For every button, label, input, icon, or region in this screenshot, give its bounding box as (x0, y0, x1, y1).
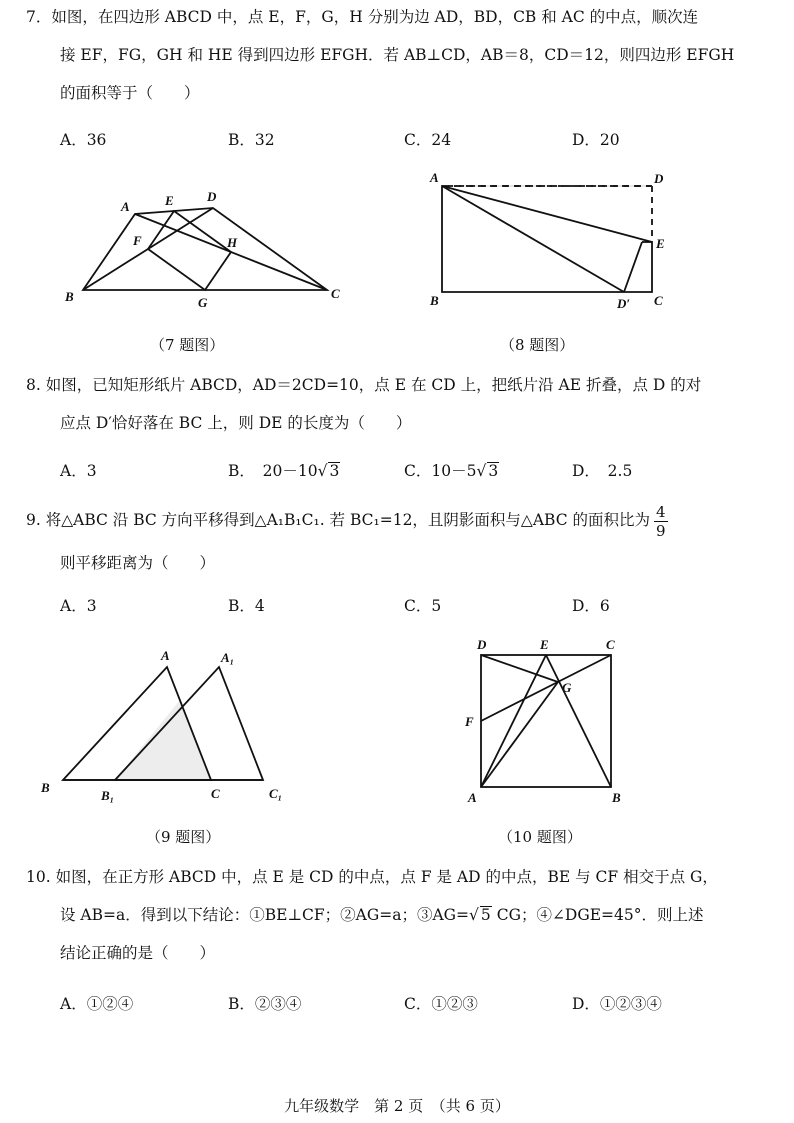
fig7-label-a: A (121, 199, 130, 214)
fig7-caption: （7 题图） (150, 336, 225, 354)
fig7-quad-efgh (148, 211, 231, 290)
question-10 (26, 858, 760, 972)
q9-line2: 则平移距离为（ ） (60, 554, 216, 572)
q8-line2: 应点 D′恰好落在 BC 上，则 DE 的长度为（ ） (60, 414, 412, 432)
q10-option-c[interactable]: C．①②③ (404, 995, 478, 1013)
fig7-label-c: C (331, 286, 340, 301)
page-footer: 九年级数学 第 2 页 （共 6 页） (284, 1097, 510, 1115)
fig8-label-b: B (430, 293, 439, 308)
fig9-label-a1: A₁ (221, 650, 235, 665)
fig9-caption: （9 题图） (146, 828, 221, 846)
fig10-line-be (546, 655, 611, 787)
figure-10 (460, 632, 640, 807)
q10-option-b[interactable]: B．②③④ (228, 995, 302, 1013)
fig10-label-g: G (562, 680, 572, 695)
fig10-square-abcd (481, 655, 611, 787)
q7-option-d[interactable]: D．20 (572, 131, 620, 149)
fig8-label-c: C (654, 293, 663, 308)
q9-option-b[interactable]: B．4 (228, 597, 265, 615)
q7-line3: 的面积等于（ ） (60, 84, 200, 102)
q8-option-a[interactable]: A．3 (60, 462, 97, 480)
fig8-line-dprime-e (624, 242, 642, 292)
fig7-label-b: B (65, 289, 74, 304)
fig10-line-cf (481, 655, 611, 721)
q8-option-b[interactable]: B． 20－10√ 3 (228, 462, 340, 480)
figure-8 (420, 168, 680, 313)
fig10-label-a: A (468, 790, 477, 805)
fig8-line-ad-prime (442, 186, 624, 292)
fig10-caption: （10 题图） (498, 828, 582, 846)
q8-option-c[interactable]: C．10－5√ 3 (404, 462, 499, 480)
fig7-label-g: G (198, 295, 208, 310)
fig8-label-d-prime: D′ (617, 296, 631, 311)
fig7-quad-abcd (83, 208, 327, 290)
q10-option-a[interactable]: A．①②④ (60, 995, 134, 1013)
q8-line1: 8. 如图，已知矩形纸片 ABCD，AD＝2CD=10，点 E 在 CD 上，把纸片沿 AE 折叠，点 D 的对 (26, 376, 702, 394)
q7-option-c[interactable]: C．24 (404, 131, 452, 149)
fig10-label-c: C (606, 637, 615, 652)
fig7-label-h: H (227, 235, 238, 250)
figure-9 (35, 642, 315, 807)
fig9-label-b1: B₁ (101, 788, 115, 803)
fig9-label-a: A (161, 648, 170, 663)
fig7-label-d: D (207, 189, 217, 204)
fig9-shaded-region (115, 700, 211, 780)
question-9 (26, 498, 760, 582)
fig8-label-d: D (654, 171, 664, 186)
fig8-fold-ae (442, 186, 652, 242)
fig10-label-e: E (540, 637, 549, 652)
q9-option-c[interactable]: C．5 (404, 597, 442, 615)
fig9-label-b: B (41, 780, 50, 795)
q7-option-b[interactable]: B．32 (228, 131, 275, 149)
fig9-label-c1: C₁ (269, 786, 283, 801)
q10-line1: 10. 如图，在正方形 ABCD 中，点 E 是 CD 的中点，点 F 是 AD 的中点，BE 与 CF 相交于点 G， (26, 868, 718, 886)
fig8-label-e: E (656, 236, 665, 251)
fig10-label-f: F (465, 714, 474, 729)
q9-fraction: $\frac{4}{9}$ (656, 502, 666, 540)
q8-options (60, 459, 760, 489)
fig10-line-dg (481, 655, 558, 682)
question-7 (26, 0, 760, 112)
q9-options (60, 594, 760, 624)
q8-option-d[interactable]: D． 2.5 (572, 462, 633, 480)
q9-option-d[interactable]: D．6 (572, 597, 610, 615)
question-8 (26, 366, 760, 442)
q10-line2: 设 AB=a．得到以下结论：①BE⊥CF；②AG=a；③AG=√ 5 CG；④∠DGE=45°．则上述 (60, 906, 704, 924)
q10-line3: 结论正确的是（ ） (60, 944, 216, 962)
fig7-label-e: E (165, 193, 174, 208)
fig8-rectangle (442, 186, 652, 292)
q9-option-a[interactable]: A．3 (60, 597, 97, 615)
q9-line1: 9. 将△ABC 沿 BC 方向平移得到△A₁B₁C₁. 若 BC₁=12，且阴影面积与△ABC 的面积比为 $\frac{4}{9}$ (26, 502, 666, 540)
fig8-label-a: A (430, 170, 439, 185)
figure-7 (55, 185, 355, 310)
fig10-label-d: D (477, 637, 487, 652)
q7-line2: 接 EF，FG，GH 和 HE 得到四边形 EFGH．若 AB⊥CD，AB＝8，CD＝12，则四边形 EFGH (60, 46, 735, 64)
q7-option-a[interactable]: A．36 (60, 131, 107, 149)
q10-option-d[interactable]: D．①②③④ (572, 995, 662, 1013)
fig10-label-b: B (612, 790, 621, 805)
q7-options (60, 128, 760, 158)
fig7-label-f: F (133, 233, 142, 248)
fig9-label-c: C (211, 786, 220, 801)
q7-line1: 7．如图，在四边形 ABCD 中，点 E，F，G，H 分别为边 AD，BD，CB 和 AC 的中点，顺次连 (26, 8, 699, 26)
fig10-line-ag (481, 682, 558, 787)
q10-options (60, 992, 760, 1022)
fig8-caption: （8 题图） (500, 336, 575, 354)
